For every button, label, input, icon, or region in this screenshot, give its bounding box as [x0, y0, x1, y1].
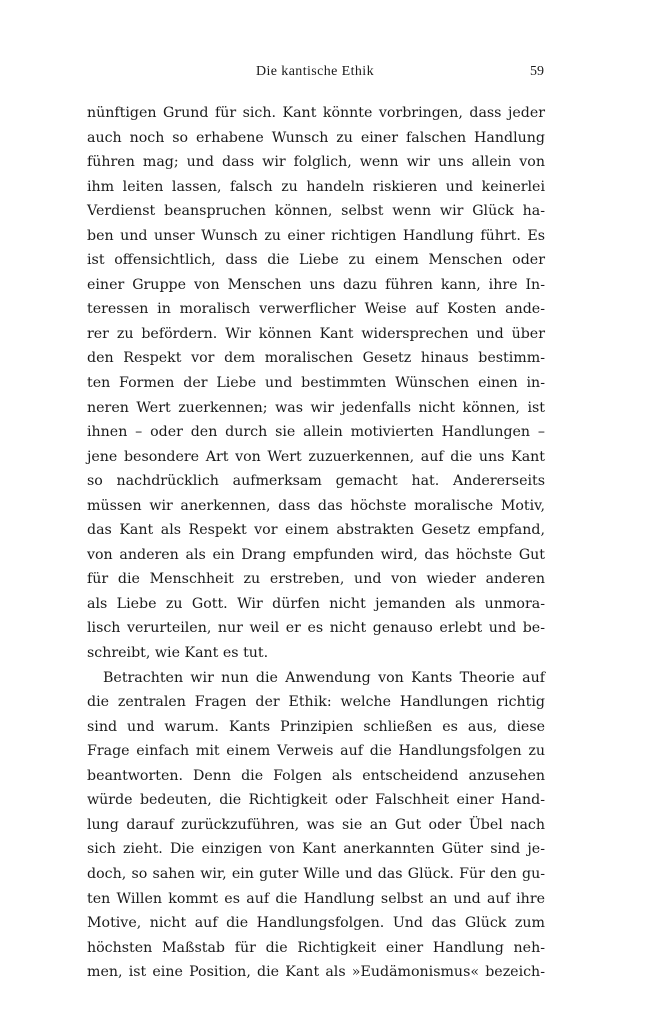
text-line: lisch verurteilen, nur weil er es nicht genauso erlebt und be-: [87, 620, 545, 637]
running-head: [86, 64, 544, 84]
text-line: beantworten. Denn die Folgen als entscheidend anzusehen: [87, 767, 545, 784]
text-line: schreibt, wie Kant es tut.: [87, 645, 269, 662]
text-line: doch, so sahen wir, ein guter Wille und das Glück. Für den gu-: [87, 865, 545, 882]
text-line: sind und warum. Kants Prinzipien schließen es aus, diese: [87, 718, 545, 735]
text-line: men, ist eine Position, die Kant als »Eudämonismus« bezeich-: [87, 964, 545, 981]
text-line: jene besondere Art von Wert zuzuerkennen, auf die uns Kant: [87, 448, 545, 465]
text-line: Verdienst beanspruchen können, selbst wenn wir Glück ha-: [87, 203, 545, 220]
text-line: Motive, nicht auf die Handlungsfolgen. Und das Glück zum: [87, 915, 545, 932]
text-line: Betrachten wir nun die Anwendung von Kants Theorie auf: [103, 669, 545, 686]
text-line: von anderen als ein Drang empfunden wird, das höchste Gut: [87, 546, 545, 563]
running-title: Die kantische Ethik: [255, 64, 374, 79]
body-text: [87, 101, 545, 985]
text-line: ten Willen kommt es auf die Handlung selbst an und auf ihre: [87, 890, 545, 907]
text-line: einer Gruppe von Menschen uns dazu führen kann, ihre In-: [87, 276, 545, 293]
text-line: neren Wert zuerkennen; was wir jedenfalls nicht können, ist: [87, 399, 545, 416]
text-line: höchsten Maßstab für die Richtigkeit einer Handlung neh-: [87, 939, 545, 956]
text-line: ben und unser Wunsch zu einer richtigen Handlung führt. Es: [87, 227, 545, 244]
text-line: für die Menschheit zu erstreben, und von wieder anderen: [87, 571, 545, 588]
paragraph: [87, 101, 545, 666]
text-line: die zentralen Fragen der Ethik: welche Handlungen richtig: [87, 694, 545, 711]
text-line: den Respekt vor dem moralischen Gesetz hinaus bestimm-: [87, 350, 545, 367]
text-line: führen mag; und dass wir folglich, wenn wir uns allein von: [87, 154, 545, 171]
text-line: lung darauf zurückzuführen, was sie an Gut oder Übel nach: [87, 816, 545, 833]
text-line: sich zieht. Die einzigen von Kant anerkannten Güter sind je-: [87, 841, 545, 858]
paragraph: [87, 666, 545, 985]
text-line: müssen wir anerkennen, dass das höchste moralische Motiv,: [87, 497, 545, 514]
text-line: ten Formen der Liebe und bestimmten Wünschen einen in-: [87, 375, 545, 392]
page-number: 59: [530, 64, 544, 79]
text-line: rer zu befördern. Wir können Kant widersprechen und über: [87, 325, 545, 342]
text-line: so nachdrücklich aufmerksam gemacht hat. Andererseits: [87, 473, 545, 490]
text-line: das Kant als Respekt vor einem abstrakten Gesetz empfand,: [87, 522, 545, 539]
text-line: auch noch so erhabene Wunsch zu einer falschen Handlung: [87, 129, 545, 146]
text-line: ist offensichtlich, dass die Liebe zu einem Menschen oder: [87, 252, 545, 269]
text-line: als Liebe zu Gott. Wir dürfen nicht jemanden als unmora-: [87, 595, 545, 612]
text-line: ihnen – oder den durch sie allein motivierten Handlungen –: [87, 424, 545, 441]
text-line: teressen in moralisch verwerflicher Weise auf Kosten ande-: [87, 301, 545, 318]
text-line: würde bedeuten, die Richtigkeit oder Falschheit einer Hand-: [87, 792, 545, 809]
text-line: ihm leiten lassen, falsch zu handeln riskieren und keinerlei: [87, 178, 545, 195]
text-line: Frage einfach mit einem Verweis auf die Handlungsfolgen zu: [87, 743, 545, 760]
text-line: nünftigen Grund für sich. Kant könnte vorbringen, dass jeder: [87, 105, 545, 121]
